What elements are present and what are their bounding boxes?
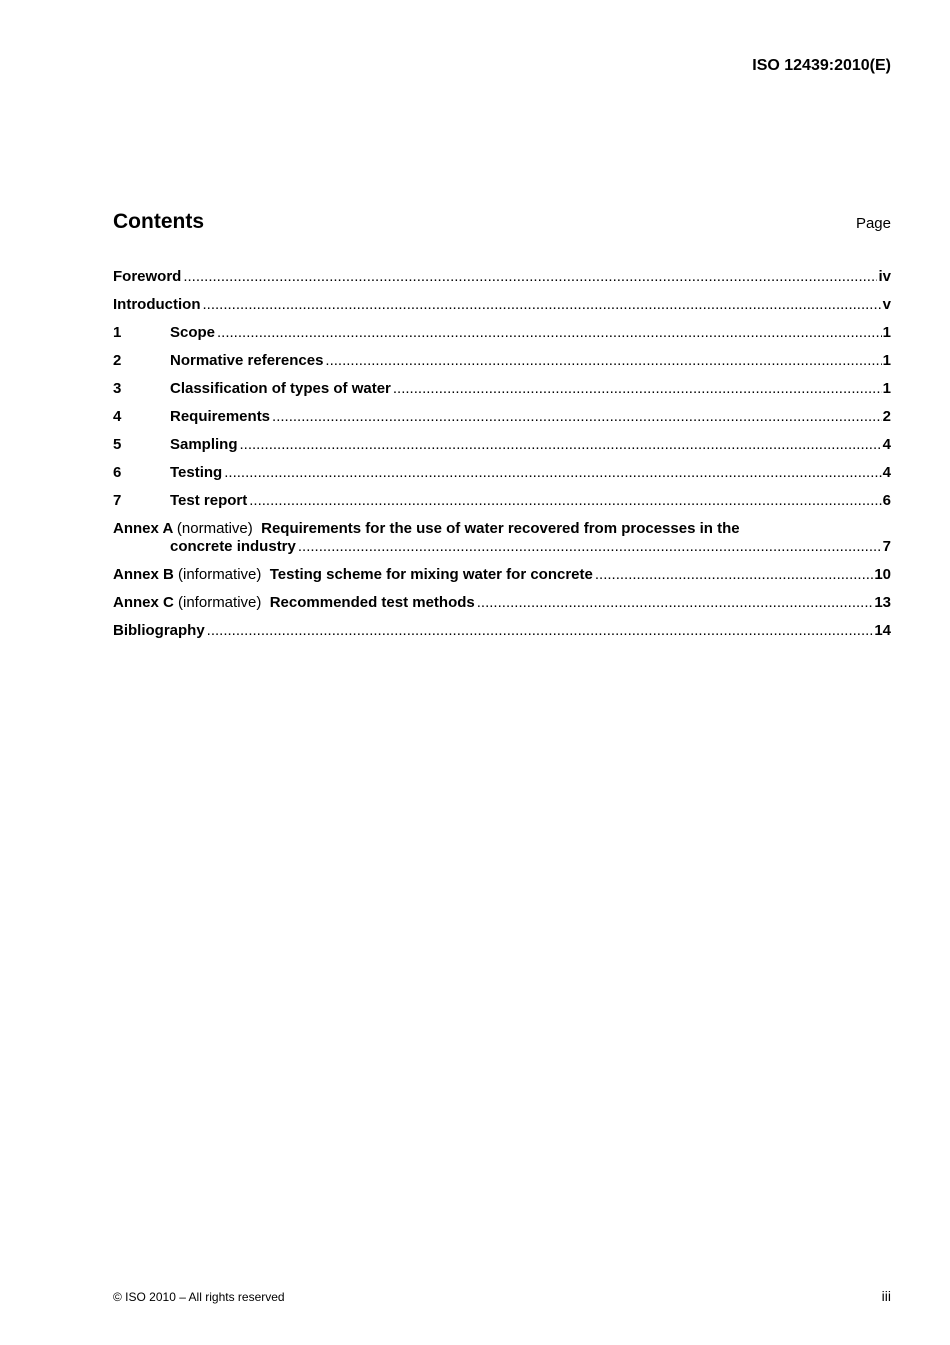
toc-entry-annex-b[interactable] [113, 566, 891, 584]
toc-entry-page: v [882, 296, 891, 313]
toc-entry-sampling[interactable] [113, 436, 891, 454]
toc-entry-annex-a[interactable] [113, 520, 891, 556]
dot-leader [224, 464, 881, 482]
toc-entry-title: Testing [170, 464, 223, 481]
toc-entry-title: Sampling [170, 436, 238, 453]
toc-entry-title: Classification of types of water [170, 380, 391, 397]
toc-entry-number: 6 [113, 464, 122, 481]
annex-label: Annex C [113, 594, 174, 611]
toc-entry-bibliography[interactable] [113, 622, 891, 640]
annex-label: Annex A [113, 520, 173, 537]
toc-entry-title: Foreword [113, 268, 182, 285]
toc-entry-page: 4 [882, 436, 891, 453]
contents-title: Contents [113, 210, 204, 233]
dot-leader [595, 566, 873, 584]
toc-entry-title: Introduction [113, 296, 201, 313]
toc-entry-foreword[interactable] [113, 268, 891, 286]
toc-entry-page: 4 [882, 464, 891, 481]
toc-entry-page: 6 [882, 492, 891, 509]
toc-entry-number: 4 [113, 408, 122, 425]
toc-entry-title: Bibliography [113, 622, 205, 639]
dot-leader [217, 324, 882, 342]
toc-entry-page: 14 [874, 622, 891, 639]
dot-leader [272, 408, 882, 426]
dot-leader [325, 352, 881, 370]
toc-entry-testing[interactable] [113, 464, 891, 482]
toc-entry-number: 3 [113, 380, 122, 397]
toc-entry-page: 2 [882, 408, 891, 425]
toc-entry-page: 10 [874, 566, 891, 583]
annex-type: (informative) [178, 594, 262, 611]
document-id: ISO 12439:2010(E) [752, 57, 891, 74]
dot-leader [202, 296, 881, 314]
toc-entry-number: 1 [113, 324, 122, 341]
toc-entry-title: Requirements [170, 408, 271, 425]
toc-entry-page: 1 [882, 324, 891, 341]
annex-type: (informative) [178, 566, 262, 583]
dot-leader [240, 436, 882, 454]
toc-entry-page: 7 [882, 538, 891, 555]
dot-leader [183, 268, 877, 286]
toc-entry-title: Normative references [170, 352, 324, 369]
toc-entry-scope[interactable] [113, 324, 891, 342]
page-number: iii [881, 1288, 891, 1304]
toc-entry-page: iv [878, 268, 891, 285]
dot-leader [298, 538, 882, 556]
annex-type: (normative) [176, 520, 253, 537]
dot-leader [249, 492, 881, 510]
toc-entry-title: Scope [170, 324, 216, 341]
table-of-contents [113, 268, 891, 650]
toc-entry-number: 5 [113, 436, 122, 453]
toc-entry-annex-c[interactable] [113, 594, 891, 612]
annex-title-line2: concrete industry [170, 538, 296, 555]
dot-leader [207, 622, 874, 640]
annex-label: Annex B [113, 566, 174, 583]
dot-leader [477, 594, 874, 612]
toc-entry-page: 1 [882, 352, 891, 369]
dot-leader [393, 380, 882, 398]
toc-entry-classification[interactable] [113, 380, 891, 398]
copyright-notice: © ISO 2010 – All rights reserved [113, 1290, 285, 1304]
toc-entry-test-report[interactable] [113, 492, 891, 510]
toc-entry-title: Test report [170, 492, 248, 509]
toc-entry-page: 1 [882, 380, 891, 397]
page-column-label: Page [855, 215, 891, 232]
toc-entry-requirements[interactable] [113, 408, 891, 426]
annex-title: Testing scheme for mixing water for concrete [269, 566, 593, 583]
toc-entry-number: 2 [113, 352, 122, 369]
toc-entry-number: 7 [113, 492, 122, 509]
annex-title-line1: Requirements for the use of water recovered from processes in the [261, 520, 740, 537]
toc-entry-normative-references[interactable] [113, 352, 891, 370]
toc-entry-page: 13 [874, 594, 891, 611]
annex-title: Recommended test methods [269, 594, 475, 611]
toc-entry-introduction[interactable] [113, 296, 891, 314]
